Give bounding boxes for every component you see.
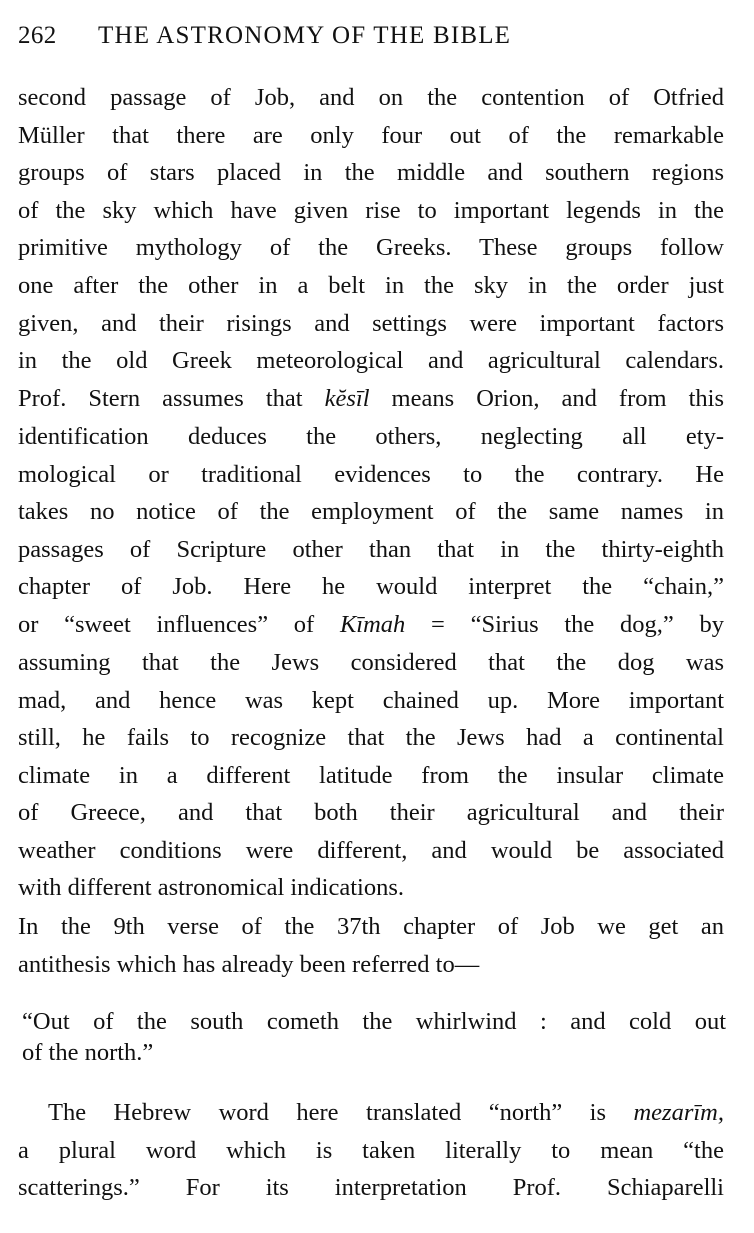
italic-term-kesil: kĕsīl (324, 385, 370, 412)
text-run: = “Sirius the dog,” by (405, 611, 724, 638)
page-number: 262 (18, 22, 57, 49)
text-line: a plural word which is taken literally to mean “the (18, 1137, 724, 1164)
text-line: of the sky which have given rise to important legends in the (18, 197, 724, 224)
italic-term-kimah: Kīmah (339, 611, 406, 638)
text-line: of Greece, and that both their agricultural and their (18, 799, 724, 826)
text-run: means Orion, and from this (369, 385, 724, 412)
text-run: Prof. Stern assumes that (18, 385, 325, 412)
text-line-kimah (18, 610, 724, 640)
text-line: second passage of Job, and on the contention of Otfried (18, 84, 724, 111)
text-line: scatterings.” For its interpretation Prof. Schiaparelli (18, 1174, 724, 1201)
italic-term-mezarim: mezarīm, (633, 1099, 724, 1126)
quote-line: of the north.” (22, 1039, 154, 1066)
text-line: one after the other in a belt in the sky in the order just (18, 272, 724, 299)
text-line-mezarim (48, 1098, 724, 1128)
text-line: takes no notice of the employment of the same names in (18, 498, 724, 525)
quote-line: “Out of the south cometh the whirlwind : and cold out (22, 1008, 726, 1035)
text-line: given, and their risings and settings were important factors (18, 310, 724, 337)
text-line: identification deduces the others, neglecting all ety- (18, 423, 724, 450)
text-line: chapter of Job. Here he would interpret the “chain,” (18, 573, 724, 600)
text-line: primitive mythology of the Greeks. These groups follow (18, 234, 724, 261)
text-line: antithesis which has already been referred to— (18, 951, 480, 978)
text-line: climate in a different latitude from the insular climate (18, 762, 724, 789)
text-line-stern (18, 384, 724, 414)
text-line: with different astronomical indications. (18, 874, 405, 901)
text-run: or “sweet influences” of (18, 611, 340, 638)
text-line: mological or traditional evidences to the contrary. He (18, 461, 724, 488)
text-line: In the 9th verse of the 37th chapter of Job we get an (18, 913, 724, 940)
text-line: Müller that there are only four out of the remarkable (18, 122, 724, 149)
text-line: passages of Scripture other than that in the thirty-eighth (18, 536, 724, 563)
text-line: mad, and hence was kept chained up. More important (18, 687, 724, 714)
text-line: groups of stars placed in the middle and southern regions (18, 159, 724, 186)
text-line: in the old Greek meteorological and agricultural calendars. (18, 347, 724, 374)
text-line: assuming that the Jews considered that the dog was (18, 649, 724, 676)
text-line: still, he fails to recognize that the Jews had a continental (18, 724, 724, 751)
running-title: THE ASTRONOMY OF THE BIBLE (98, 22, 512, 49)
page-header (18, 22, 738, 56)
text-run: The Hebrew word here translated “north” is (48, 1099, 634, 1126)
text-line: weather conditions were different, and would be associated (18, 837, 724, 864)
